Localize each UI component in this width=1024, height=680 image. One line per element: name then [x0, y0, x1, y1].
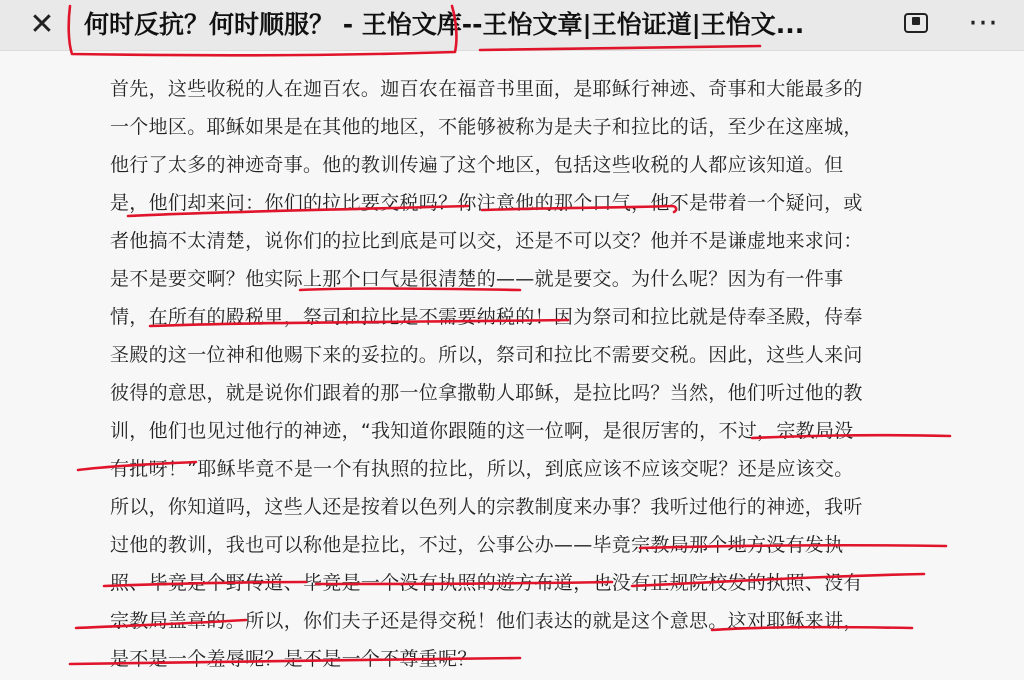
page-title: 何时反抗？何时顺服？ - 王怡文库--王怡文章|王怡证道|王怡文... — [84, 10, 805, 39]
close-icon[interactable]: ✕ — [29, 7, 55, 42]
article-line: 彼得的意思，就是说你们跟着的那一位拿撒勒人耶稣，是拉比吗？当然，他们听过他的教 — [110, 382, 863, 404]
article-line: 他行了太多的神迹奇事。他的教训传遍了这个地区，包括这些收税的人都应该知道。但 — [110, 154, 844, 176]
tab-switcher-icon[interactable] — [902, 11, 930, 35]
article-line: 是不是一个羞辱呢？是不是一个不尊重呢？ — [110, 648, 477, 670]
article-body — [110, 70, 920, 678]
article-line: 所以，你知道吗，这些人还是按着以色列人的宗教制度来办事？我听过他行的神迹，我听 — [110, 496, 863, 518]
article-line: 训，他们也见过他行的神迹，“我知道你跟随的这一位啊，是很厉害的，不过，宗教局没 — [110, 420, 854, 442]
article-line: 照、毕竟是个野传道、毕竟是一个没有执照的遊方布道，也没有正规院校发的执照、没有 — [110, 572, 863, 594]
tab-indicator — [912, 17, 920, 25]
article-line: 过他的教训，我也可以称他是拉比，不过，公事公办——毕竟宗教局那个地方没有发执 — [110, 534, 844, 556]
article-line: 圣殿的这一位神和他赐下来的妥拉的。所以，祭司和拉比不需要交税。因此，这些人来问 — [110, 344, 863, 366]
more-icon[interactable]: ⋯ — [968, 5, 996, 40]
article-line: 一个地区。耶稣如果是在其他的地区，不能够被称为是夫子和拉比的话，至少在这座城， — [110, 116, 863, 138]
article-line: 有批呀！”耶稣毕竟不是一个有执照的拉比，所以，到底应该不应该交呢？还是应该交。 — [110, 458, 854, 480]
article-line: 情，在所有的殿税里，祭司和拉比是不需要纳税的！因为祭司和拉比就是侍奉圣殿，侍奉 — [110, 306, 863, 328]
article-line: 是，他们却来问：你们的拉比要交税吗？你注意他的那个口气，他不是带着一个疑问，或 — [110, 192, 863, 214]
browser-toolbar — [0, 0, 1024, 51]
article-line: 者他搞不太清楚，说你们的拉比到底是可以交，还是不可以交？他并不是谦虚地来求问： — [110, 230, 863, 252]
article-line: 首先，这些收税的人在迦百农。迦百农在福音书里面，是耶稣行神迹、奇事和大能最多的 — [110, 78, 863, 100]
article-line: 是不是要交啊？他实际上那个口气是很清楚的——就是要交。为什么呢？因为有一件事 — [110, 268, 844, 290]
article-line: 宗教局盖章的。所以，你们夫子还是得交税！他们表达的就是这个意思。这对耶稣来讲， — [110, 610, 863, 632]
